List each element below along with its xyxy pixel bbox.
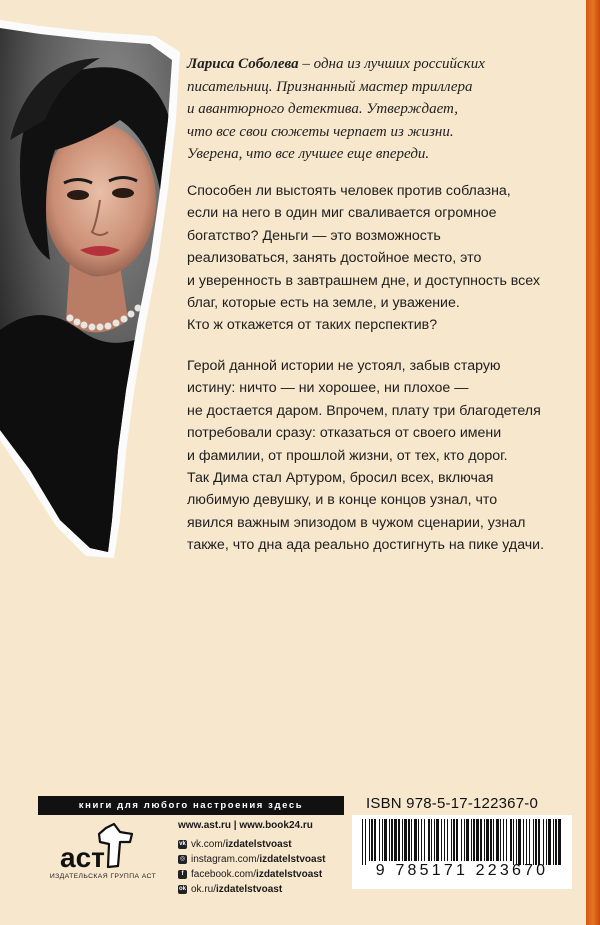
barcode-bar xyxy=(473,819,475,861)
barcode-bar xyxy=(471,819,472,861)
text-line: если на него в один миг сваливается огромное xyxy=(187,205,497,222)
barcode-bar xyxy=(369,819,370,861)
barcode-bar xyxy=(424,819,425,861)
isbn-label: ISBN 978-5-17-122367-0 xyxy=(366,795,539,812)
instagram-icon: ◎ xyxy=(179,856,186,862)
barcode-bar xyxy=(384,819,387,861)
bio-line: писательниц. Признанный мастер триллера xyxy=(187,78,473,95)
social-link-ok[interactable] xyxy=(178,882,348,897)
text-line: и уверенность в завтрашнем дне, и доступность всех xyxy=(187,272,540,289)
social-prefix: facebook.com/ xyxy=(191,869,257,880)
social-handle: izdatelstvoast xyxy=(225,839,292,850)
text-line: реализоваться, занять достойное место, это xyxy=(187,250,482,267)
bio-line: и авантюрного детектива. Утверждает, xyxy=(187,101,459,117)
barcode-bar xyxy=(553,819,554,865)
barcode-bar xyxy=(466,819,469,861)
barcode-bar xyxy=(513,819,514,865)
barcode-bar xyxy=(379,819,380,861)
social-link-instagram[interactable] xyxy=(178,852,348,867)
author-portrait-image xyxy=(0,0,190,560)
barcode-bar xyxy=(464,819,465,861)
barcode-bar xyxy=(500,819,501,861)
barcode-bars xyxy=(352,815,572,865)
barcode-bar xyxy=(441,819,442,861)
bio-line: что все свои сюжеты черпает из жизни. xyxy=(187,123,454,140)
text-line: Кто ж откажется от таких перспектив? xyxy=(187,317,438,334)
text-line: не достается даром. Впрочем, плату три благодетеля xyxy=(187,402,541,419)
description-paragraph-1 xyxy=(187,180,567,337)
barcode-bar xyxy=(486,819,489,861)
barcode-bar xyxy=(506,819,507,861)
barcode-bar xyxy=(402,819,403,861)
barcode-bar xyxy=(428,819,430,861)
publisher-label: ИЗДАТЕЛЬСКАЯ ГРУППА АСТ xyxy=(49,873,157,880)
barcode-bar xyxy=(436,819,439,861)
barcode-bar xyxy=(516,819,517,865)
barcode-bar xyxy=(389,819,390,861)
barcode-bar xyxy=(518,819,521,865)
tagline-banner: книги для любого настроения здесь xyxy=(38,796,344,815)
text-line: также, что дна ада реально достигнуть на пике удачи. xyxy=(187,537,545,554)
text-line: Так Дима стал Артуром, бросил всех, включая xyxy=(187,470,494,487)
text-line: Герой данной истории не устоял, забыв старую xyxy=(187,358,501,374)
text-line: любимую девушку, и в конце концов узнал, что xyxy=(187,492,498,509)
barcode-digits: 9 785171 223670 xyxy=(375,862,549,879)
publisher-links xyxy=(178,820,348,897)
barcode-bar xyxy=(558,819,561,865)
text-line: богатство? Деньги — это возможность xyxy=(187,227,441,244)
barcode-bar xyxy=(431,819,432,861)
barcode-bar xyxy=(493,819,494,861)
barcode-bar xyxy=(414,819,417,861)
barcode-bar xyxy=(451,819,452,861)
barcode-bar xyxy=(374,819,376,861)
barcode-bar xyxy=(546,819,547,865)
text-line: истину: ничто — ни хорошее, ни плохое — xyxy=(187,380,469,397)
barcode-bar xyxy=(543,819,544,865)
text-line: явился важным эпизодом в чужом сценарии, узнал xyxy=(187,514,526,531)
barcode-bar xyxy=(484,819,485,861)
barcode-bar xyxy=(510,819,512,861)
barcode-bar xyxy=(447,819,448,861)
text-line: потребовали сразу: отказаться от своего имени xyxy=(187,425,502,442)
barcode-bar xyxy=(404,819,407,861)
barcode-bar xyxy=(421,819,422,861)
barcode-bar xyxy=(398,819,400,861)
facebook-icon: f xyxy=(178,870,187,879)
barcode-bar xyxy=(538,819,540,865)
author-name: Лариса Соболева xyxy=(187,56,299,72)
social-prefix: vk.com/ xyxy=(191,839,226,850)
barcode-bar xyxy=(533,819,534,865)
description-paragraph-2 xyxy=(187,355,567,557)
ast-logo-icon xyxy=(54,820,144,875)
website-links[interactable]: www.ast.ru | www.book24.ru xyxy=(178,820,313,831)
barcode-bar xyxy=(480,819,482,861)
barcode-bar xyxy=(434,819,435,861)
author-photo xyxy=(0,0,190,560)
social-handle: izdatelstvoast xyxy=(259,854,326,865)
social-link-facebook[interactable] xyxy=(178,867,348,882)
barcode-bar xyxy=(391,819,393,861)
barcode-bar xyxy=(529,819,530,865)
barcode-bar xyxy=(411,819,412,861)
barcode-bar xyxy=(526,819,527,865)
social-handle: izdatelstvoast xyxy=(216,884,283,895)
orange-spine-strip xyxy=(586,0,600,925)
barcode-bar xyxy=(362,819,363,865)
barcode-bar xyxy=(496,819,499,861)
barcode-bar xyxy=(371,819,373,861)
barcode-bar xyxy=(523,819,524,865)
social-handle: izdatelstvoast xyxy=(256,869,323,880)
bio-line: Уверена, что все лучшее еще впереди. xyxy=(187,146,430,162)
barcode-bar xyxy=(418,819,419,861)
author-bio xyxy=(187,53,567,166)
barcode-bar xyxy=(490,819,492,861)
text-line: и фамилии, от прошлой жизни, от тех, кто дорог. xyxy=(187,447,508,464)
barcode-bar xyxy=(444,819,445,861)
ok-icon: ok xyxy=(178,886,186,892)
barcode-bar xyxy=(394,819,397,861)
social-prefix: ok.ru/ xyxy=(191,884,217,895)
barcode-bar xyxy=(365,819,366,865)
barcode-bar xyxy=(548,819,551,865)
barcode-bar xyxy=(476,819,479,861)
barcode-bar xyxy=(461,819,462,861)
barcode-bar xyxy=(382,819,383,861)
social-prefix: instagram.com/ xyxy=(191,854,260,865)
barcode-bar xyxy=(555,819,557,865)
barcode-bar xyxy=(503,819,504,861)
barcode-bar xyxy=(535,819,537,865)
bio-line: – одна из лучших российских xyxy=(298,56,485,72)
barcode-bar xyxy=(456,819,458,861)
barcode-bar xyxy=(453,819,455,861)
logo-text: аст xyxy=(60,842,105,873)
text-line: благ, которые есть на земле, и уважение. xyxy=(187,295,460,312)
text-line: Способен ли выстоять человек против соблазна, xyxy=(187,183,511,199)
barcode-bar xyxy=(408,819,410,861)
vk-icon: vk xyxy=(179,841,186,847)
social-link-vk[interactable] xyxy=(178,837,348,852)
